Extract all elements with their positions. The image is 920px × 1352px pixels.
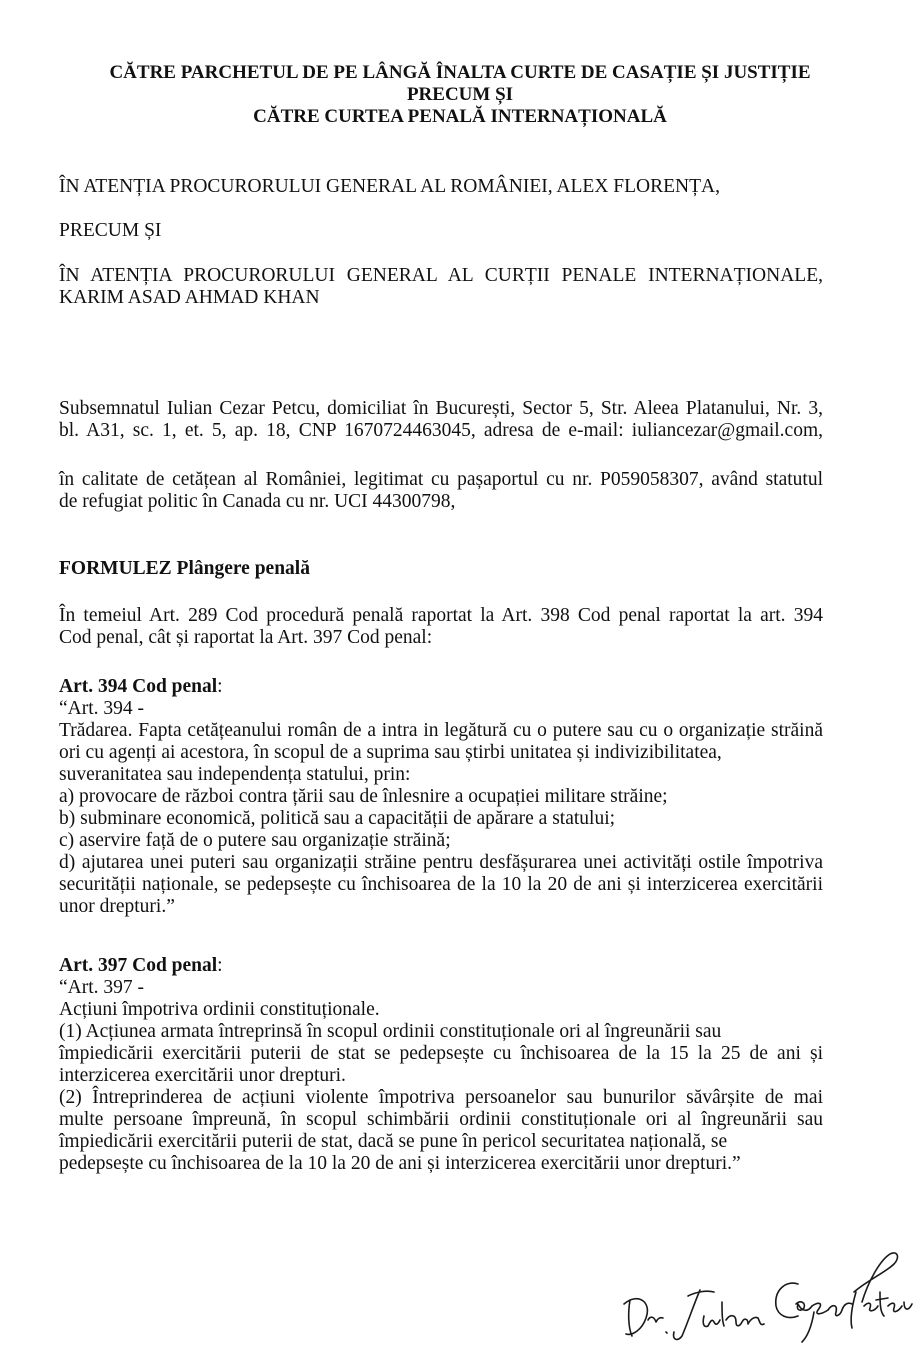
article-397-line: multe persoane împreună, în scopul schimbării ordinii constituționale ori al îngreunării sau	[59, 1109, 823, 1130]
status-line-1: în calitate de cetățean al României, legitimat cu pașaportul cu nr. P059058307, având statutul	[59, 469, 823, 490]
article-397-heading-colon: :	[217, 955, 223, 976]
article-397-line: interzicerea exercitării unor drepturi.	[59, 1065, 346, 1086]
attention-second	[59, 265, 823, 309]
identity-paragraph	[59, 398, 823, 442]
attention-precum: PRECUM ȘI	[59, 220, 162, 241]
legal-basis-line-2: Cod penal, cât și raportat la Art. 397 Cod penal:	[59, 627, 433, 648]
article-397-line: împiedicării exercitării puterii de stat, dacă se pune în pericol securitatea națională, se	[59, 1131, 728, 1152]
article-397-heading-text: Art. 397 Cod penal	[59, 955, 218, 976]
article-394-line: securității naționale, se pedepsește cu închisoarea de la 10 la 20 de ani și interzicerea exercitării	[59, 874, 823, 895]
article-397-line: (1) Acțiunea armata întreprinsă în scopul ordinii constituționale ori al îngreunării sau	[59, 1021, 722, 1042]
article-394-line: a) provocare de război contra țării sau de înlesnire a ocupației militare străine;	[59, 786, 668, 807]
header-line-1: CĂTRE PARCHETUL DE PE LÂNGĂ ÎNALTA CURTE DE CASAȚIE ȘI JUSTIȚIE	[109, 62, 811, 83]
document-header	[40, 62, 880, 128]
article-394-line: suveranitatea sau independența statului, prin:	[59, 764, 411, 785]
attention-second-line-1: ÎN ATENȚIA PROCURORULUI GENERAL AL CURȚII PENALE INTERNAȚIONALE,	[59, 265, 823, 286]
article-394-line: Trădarea. Fapta cetățeanului român de a intra in legătură cu o putere sau cu o organizație străină	[59, 720, 823, 741]
status-line-2: de refugiat politic în Canada cu nr. UCI 44300798,	[59, 491, 456, 512]
article-397-heading	[59, 955, 823, 977]
article-394-line: b) subminare economică, politică sau a capacității de apărare a statului;	[59, 808, 616, 829]
handwritten-signature	[618, 1232, 913, 1344]
article-397-line: împiedicării exercitării puterii de stat se pedepsește cu închisoarea de la 15 la 25 de ani și	[59, 1043, 823, 1064]
article-397-line: pedepsește cu închisoarea de la 10 la 20 de ani și interzicerea exercitării unor drepturi.”	[59, 1153, 741, 1174]
attention-first: ÎN ATENȚIA PROCURORULUI GENERAL AL ROMÂNIEI, ALEX FLORENȚA,	[59, 176, 720, 197]
article-394-section	[59, 676, 823, 918]
article-397-line: (2) Întreprinderea de acțiuni violente împotriva persoanelor sau bunurilor săvârșite de mai	[59, 1087, 823, 1108]
article-397-line: Acțiuni împotriva ordinii constituționale.	[59, 999, 380, 1020]
article-394-line: “Art. 394 -	[59, 698, 145, 719]
identity-line-1: Subsemnatul Iulian Cezar Petcu, domiciliat în București, Sector 5, Str. Aleea Platanului, Nr. 3,	[59, 398, 823, 419]
legal-basis-line-1: În temeiul Art. 289 Cod procedură penală raportat la Art. 398 Cod penal raportat la art. 394	[59, 605, 823, 626]
article-394-line: c) aservire față de o putere sau organizație străină;	[59, 830, 451, 851]
article-394-heading	[59, 676, 823, 698]
attention-second-line-2: KARIM ASAD AHMAD KHAN	[59, 287, 320, 308]
article-394-heading-colon: :	[217, 676, 223, 697]
article-394-line: ori cu agenți ai acestora, în scopul de a suprima sau știrbi unitatea și indivizibilitatea,	[59, 742, 722, 763]
legal-basis-paragraph	[59, 605, 823, 649]
identity-line-2: bl. A31, sc. 1, et. 5, ap. 18, CNP 1670724463045, adresa de e-mail: iuliancezar@gmail.com,	[59, 420, 823, 441]
header-line-2: PRECUM ȘI	[406, 84, 514, 105]
article-394-line: d) ajutarea unei puteri sau organizații străine pentru desfășurarea unei activități ostile împotriva	[59, 852, 823, 873]
complaint-title: FORMULEZ Plângere penală	[59, 558, 310, 579]
signature-strokes	[624, 1253, 912, 1342]
article-397-section	[59, 955, 823, 1175]
article-397-line: “Art. 397 -	[59, 977, 145, 998]
header-line-3: CĂTRE CURTEA PENALĂ INTERNAȚIONALĂ	[253, 106, 667, 127]
article-394-line: unor drepturi.”	[59, 896, 175, 917]
article-394-heading-text: Art. 394 Cod penal	[59, 676, 218, 697]
status-paragraph	[59, 469, 823, 513]
